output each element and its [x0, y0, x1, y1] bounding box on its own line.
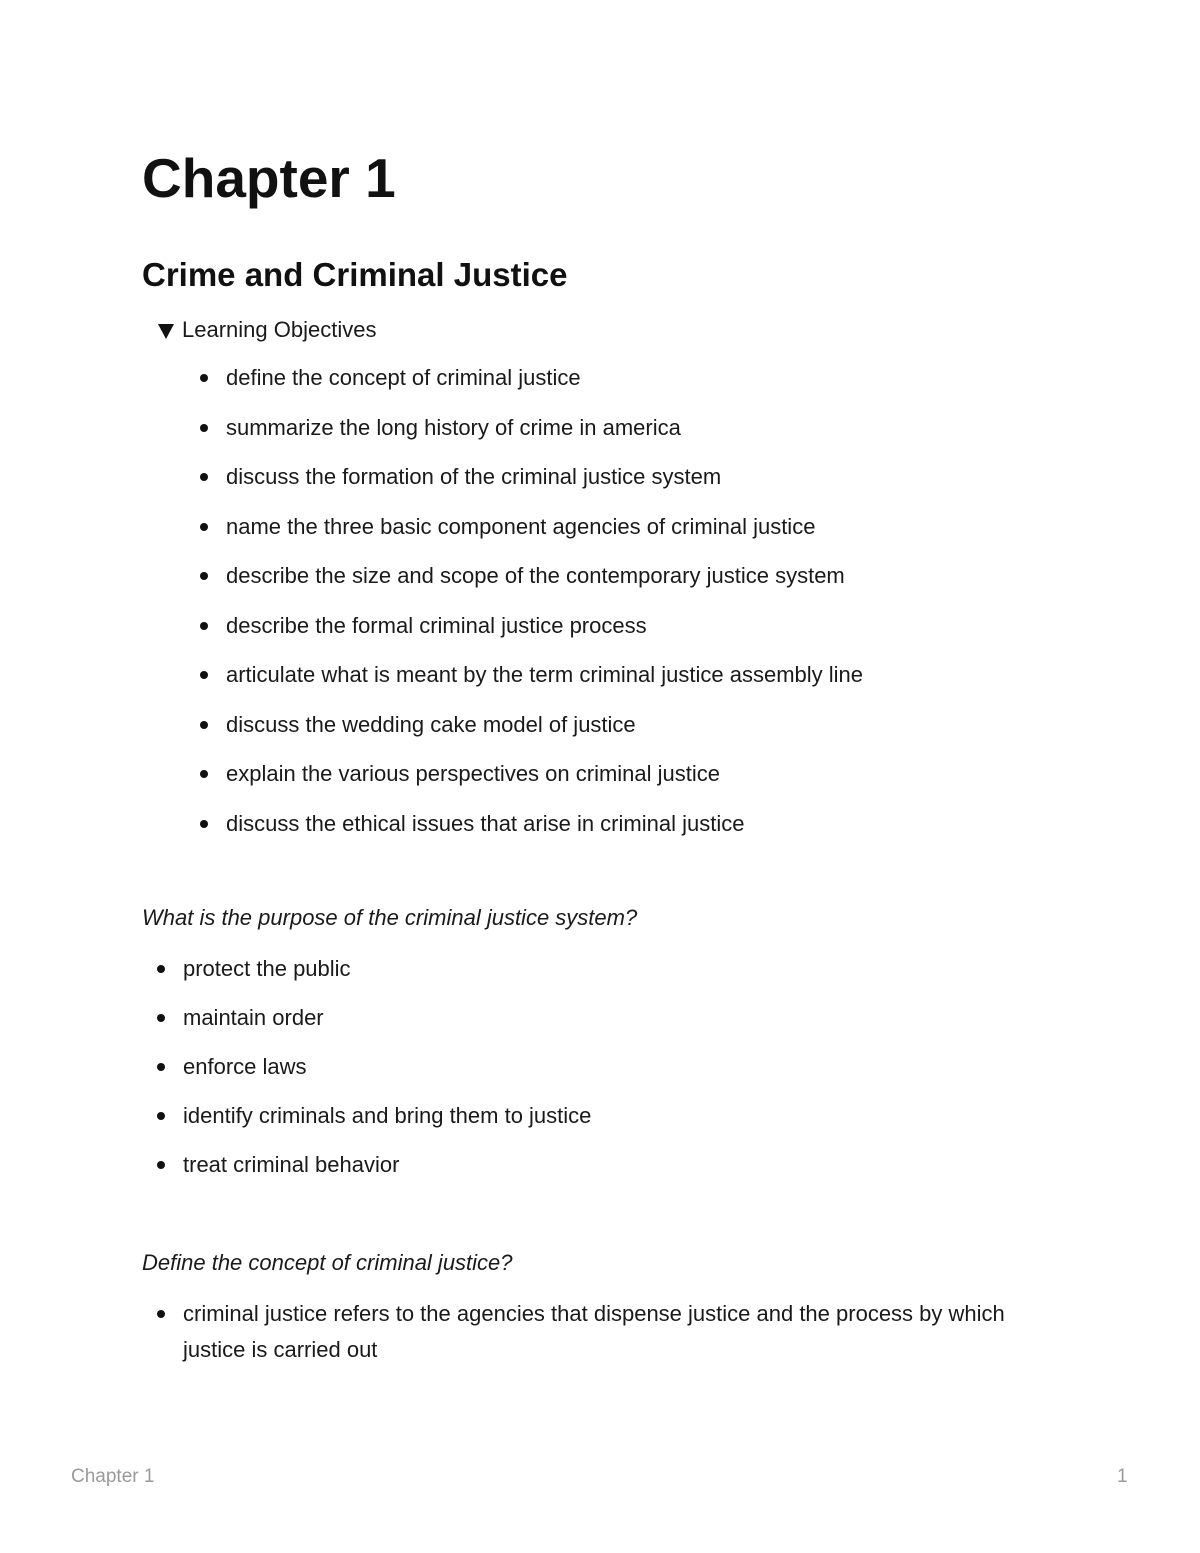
list-item-text: criminal justice refers to the agencies that dispense justice and the process by which justice is carried out [183, 1301, 1005, 1362]
list-item-text: treat criminal behavior [183, 1152, 400, 1177]
list-item-text: describe the size and scope of the contemporary justice system [226, 563, 845, 588]
list-item-text: define the concept of criminal justice [226, 365, 581, 390]
list-item [226, 710, 863, 760]
footer-chapter-label: Chapter 1 [71, 1466, 155, 1487]
list-item-text: explain the various perspectives on criminal justice [226, 761, 721, 786]
bullet-icon [157, 1063, 165, 1071]
list-item-text: describe the formal criminal justice process [226, 612, 647, 638]
bullet-icon [200, 424, 208, 432]
list-item-text: maintain order [183, 1005, 324, 1030]
list-item [226, 759, 863, 809]
bullet-icon [200, 374, 208, 382]
bullet-icon [157, 1112, 165, 1120]
list-item [226, 561, 863, 611]
learning-objectives-toggle[interactable] [158, 315, 376, 345]
bullet-icon [200, 523, 208, 531]
learning-objectives-list [226, 363, 863, 858]
list-item [226, 512, 863, 562]
list-item [226, 363, 863, 413]
bullet-icon [200, 671, 208, 679]
bullet-icon [200, 770, 208, 778]
page-title: Chapter 1 [142, 147, 396, 209]
list-item [226, 809, 863, 859]
triangle-down-icon[interactable] [158, 324, 174, 339]
list-item [226, 660, 863, 710]
list-item-text: discuss the wedding cake model of justice [226, 711, 636, 737]
toggle-label: Learning Objectives [182, 317, 377, 342]
bullet-icon [157, 1014, 165, 1022]
purpose-list [183, 954, 591, 1199]
bullet-icon [200, 622, 208, 630]
list-item [183, 1003, 591, 1052]
list-item [226, 611, 863, 661]
list-item [226, 462, 863, 512]
bullet-icon [200, 721, 208, 729]
footer-page-number: 1 [1117, 1466, 1128, 1487]
list-item-text: identify criminals and bring them to justice [183, 1103, 592, 1128]
list-item-text: discuss the ethical issues that arise in criminal justice [226, 810, 745, 836]
list-item-text: enforce laws [183, 1054, 307, 1079]
bullet-icon [157, 1161, 165, 1169]
define-list [183, 1296, 1023, 1368]
bullet-icon [200, 820, 208, 828]
purpose-question: What is the purpose of the criminal justice system? [142, 905, 638, 930]
section-heading: Crime and Criminal Justice [142, 256, 568, 293]
list-item [226, 413, 863, 463]
bullet-icon [157, 1310, 165, 1318]
list-item-text: discuss the formation of the criminal justice system [226, 464, 722, 489]
list-item [183, 954, 591, 1003]
define-question: Define the concept of criminal justice? [142, 1250, 513, 1275]
list-item-text: protect the public [183, 956, 351, 981]
list-item-text: summarize the long history of crime in america [226, 414, 681, 440]
list-item [183, 1150, 591, 1199]
list-item [183, 1052, 591, 1101]
list-item [183, 1296, 1023, 1368]
bullet-icon [157, 965, 165, 973]
list-item [183, 1101, 591, 1150]
list-item-text: name the three basic component agencies of criminal justice [226, 513, 816, 539]
bullet-icon [200, 572, 208, 580]
list-item-text: articulate what is meant by the term criminal justice assembly line [226, 662, 864, 687]
bullet-icon [200, 473, 208, 481]
